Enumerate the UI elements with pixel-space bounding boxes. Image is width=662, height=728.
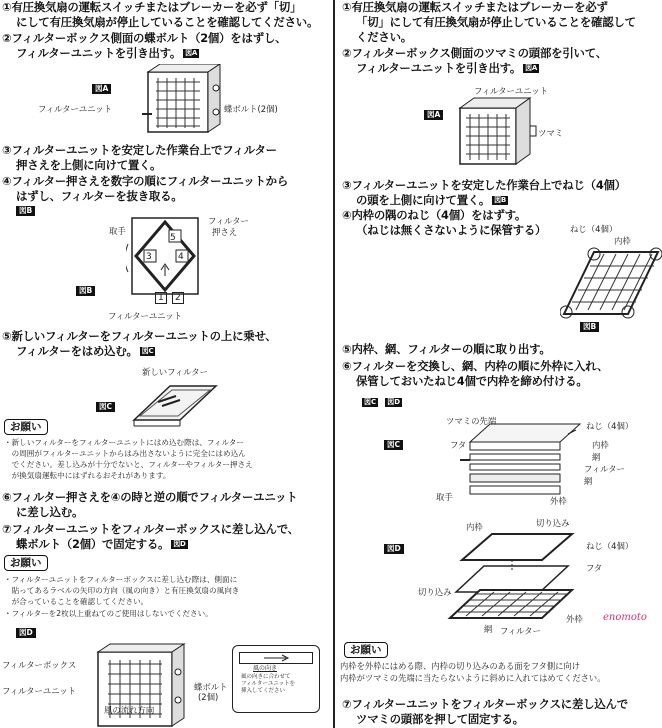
right-step-4a: ④内枠の隅のねじ（4個）をはずす。 <box>342 208 527 222</box>
left-note-1-title: お願い <box>4 419 48 435</box>
fig-b-handle-label: 取手 <box>109 226 126 236</box>
left-step-1a: ①有圧換気扇の運転スイッチまたはブレーカーを必ず「切」 <box>2 0 302 14</box>
airflow-label-callout <box>232 645 320 713</box>
left-note-2-line-3: が合っていることを確認してください。 <box>4 597 149 606</box>
left-step-2b: フィルターユニットを引き出す。 図A <box>16 46 198 60</box>
left-step-5a: ⑤新しいフィルターをフィルターユニットの上に乗せ、 <box>2 329 277 343</box>
fig-d-tag-right: 図D <box>384 544 404 554</box>
right-step-5: ⑤内枠、網、フィルターの順に取り出す。 <box>342 342 551 356</box>
right-step-2a: ②フィルターボックス側面のツマミの頭部を引いて、 <box>342 46 607 60</box>
column-divider <box>333 0 335 728</box>
fig-b-inner-label: 内枠 <box>614 236 631 246</box>
airflow-label-text-1: 風の向きに合わせて <box>241 674 291 680</box>
right-step-7b: ツマミの頭部を押して固定する。 <box>356 712 524 726</box>
fig-c-outer-label: 外枠 <box>550 496 567 506</box>
fig-c-inner-label: 内枠 <box>592 440 609 450</box>
right-step-1a: ①有圧換気扇の運転スイッチまたはブレーカーを必ず <box>342 0 608 14</box>
fig-d-notch-label-1: 切り込み <box>536 518 570 528</box>
fig-c-handle-label: 取手 <box>436 492 453 502</box>
left-note-1-line-4: が換気扇運転中にはずれるおそれがあります。 <box>4 471 171 480</box>
right-note-line-2: 内枠がツマミの先端に当たらないように斜めに入れてはめてください。 <box>340 673 606 683</box>
right-note-title: お願い <box>344 642 388 658</box>
left-step-7b: 蝶ボルト（2個）で固定する。 図D <box>16 537 186 551</box>
left-note-2-line-2: 貼ってあるラベルの矢印の方向（風の向き）と有圧換気扇の風向き <box>4 586 240 595</box>
fig-d-bolt-label-2: (2個) <box>198 692 219 702</box>
right-step-2b: フィルターユニットを引き出す。 図A <box>356 61 538 75</box>
left-note-1-line-2: の周囲がフィルターユニットからはみ出さないように完全にはめ込ん <box>4 449 246 458</box>
fig-b-screw-label: ねじ（4個） <box>570 224 618 234</box>
fig-a-tag-right: 図A <box>424 110 443 120</box>
right-step-1b: 「切」にして有圧換気扇が停止していることを確認して <box>356 15 636 29</box>
fig-tag: 図B <box>494 196 506 204</box>
left-note-2-line-4: ・フィルターを2枚以上重ねてのご使用はしないでください。 <box>4 609 213 618</box>
fig-c-ref: 図C <box>364 398 377 406</box>
filter-unit-knob-illustration <box>456 96 538 172</box>
fig-a-bolt-label: 蝶ボルト(2個) <box>224 104 278 114</box>
fig-b-num-3: 3 <box>146 252 152 262</box>
left-step-7a: ⑦フィルターユニットをフィルターボックスに差し込んで、 <box>2 522 299 536</box>
fig-d-box-label: フィルターボックス <box>2 660 77 670</box>
fig-c-lid-label: フタ <box>450 440 467 450</box>
left-column <box>0 0 330 728</box>
inner-frame-assembly-illustration <box>442 526 582 626</box>
left-step-5b: フィルターをはめ込む。 図C <box>16 344 154 358</box>
fig-c-mesh2-label: 網 <box>584 476 593 486</box>
airflow-label-text-3: 挿入してください <box>241 688 286 694</box>
left-step-4b: はずし、フィルターを抜き取る。 <box>16 189 183 203</box>
fig-d-mesh-label: 網 <box>484 624 493 634</box>
right-step-3b: の頭を上側に向けて置く。 図B <box>356 193 506 207</box>
right-step-6a: ⑥フィルターを交換し、網、内枠の順に外枠に入れ、 <box>342 359 609 373</box>
right-step-1c: ください。 <box>356 30 412 44</box>
fig-tag: 図D <box>173 540 186 548</box>
left-step-4a: ④フィルター押さえを数字の順にフィルターユニットから <box>2 174 289 188</box>
inner-frame-screws-illustration <box>560 244 662 334</box>
filter-layers-illustration <box>456 420 586 506</box>
airflow-label-title: 風の向き <box>253 665 278 672</box>
brand-watermark: enomoto <box>603 612 647 623</box>
fig-a-unit-label-right: フィルターユニット <box>474 86 549 96</box>
airflow-label-text-2: フィルターユニットを <box>241 681 296 687</box>
fig-d-outer-label: 外枠 <box>566 614 583 624</box>
fig-a-tag: 図A <box>92 84 111 94</box>
fig-d-flow-label: 風の流れ方向 <box>104 705 155 715</box>
right-step-4b: （ねじは無くさないように保管する） <box>356 223 547 237</box>
fig-b-presser-label-1: フィルター <box>208 216 249 226</box>
right-note-line-1: 内枠を外枠にはめる際、内枠の切り込みのある面をフタ側に向け <box>340 661 581 671</box>
fig-d-unit-label: フィルターユニット <box>2 686 77 696</box>
fig-d-tag: 図D <box>16 628 36 638</box>
new-filter-illustration <box>130 376 220 428</box>
left-note-1-line-3: でください。差し込みが十分でないと、フィルターやフィルター押さえ <box>4 460 253 469</box>
filter-unit-illustration <box>142 64 222 142</box>
right-step-6b: 保管しておいたねじ4個で内枠を締め付ける。 <box>356 374 588 388</box>
fig-b-unit-label: フィルターユニット <box>108 311 183 321</box>
airflow-arrow-icon <box>239 652 313 664</box>
left-note-2-line-1: ・フィルターユニットをフィルターボックスに差し込む際は、側面に <box>4 575 238 584</box>
fig-c-knob-tip-label: ツマミの先端 <box>446 416 497 426</box>
fig-tag: 図A <box>525 64 538 72</box>
right-step-3a: ③フィルターユニットを安定した作業台上でねじ（4個） <box>342 178 626 192</box>
left-step-3b: 押さえを上側に向けて置く。 <box>16 158 162 172</box>
fig-b-num-5: 5 <box>170 233 176 243</box>
fig-tag: 図A <box>185 49 198 57</box>
fig-c-filter-label: フィルター <box>584 464 625 474</box>
fig-c-mesh-label: 網 <box>592 452 601 462</box>
fig-b-tag-right: 図B <box>580 322 599 332</box>
fig-d-lid-label: フタ <box>586 563 603 573</box>
fig-d-notch-label-2: 切り込み <box>418 587 452 597</box>
fig-c-new-filter-label: 新しいフィルター <box>142 367 208 377</box>
filter-box-illustration <box>96 642 192 728</box>
left-note-2-title: お願い <box>4 555 48 571</box>
fig-c-tag-right: 図C <box>384 440 403 450</box>
fig-cd-tags <box>360 392 402 411</box>
fig-b-presser-label-2: 押さえ <box>212 227 238 237</box>
fig-c-screw-label: ねじ（4個） <box>586 421 634 431</box>
left-step-6b: に差し込む。 <box>16 505 84 519</box>
left-step-3a: ③フィルターユニットを安定した作業台上でフィルター <box>2 143 277 157</box>
left-step-2a: ②フィルターボックス側面の蝶ボルト（2個）をはずし、 <box>2 31 287 45</box>
left-step-1b: にして有圧換気扇が停止していることを確認してください。 <box>16 15 319 29</box>
left-step-6a: ⑥フィルター押さえを④の時と逆の順でフィルターユニット <box>2 490 298 504</box>
fig-b-num-1: 1 <box>155 292 167 304</box>
fig-d-screw-label: ねじ（4個） <box>586 541 634 551</box>
fig-c-tag: 図C <box>96 402 115 412</box>
fig-b-tag: 図B <box>16 206 35 216</box>
fig-a-knob-label: ツマミ <box>538 128 564 138</box>
fig-tag: 図C <box>141 347 154 355</box>
fig-d-inner-label: 内枠 <box>466 522 483 532</box>
fig-b-num-2: 2 <box>172 292 184 304</box>
fig-a-unit-label: フィルターユニット <box>38 104 113 114</box>
fig-d-filter-label: フィルター <box>500 626 541 636</box>
left-note-1-line-1: ・新しいフィルターをフィルターユニットにはめ込む際は、フィルター <box>4 438 244 447</box>
right-step-7a: ⑦フィルターユニットをフィルターボックスに差し込んで <box>342 697 628 711</box>
fig-d-ref: 図D <box>387 398 401 406</box>
fig-b-num-4: 4 <box>178 252 184 262</box>
fig-b-tag-2: 図B <box>76 286 95 296</box>
fig-d-bolt-label-1: 蝶ボルト <box>194 682 228 692</box>
